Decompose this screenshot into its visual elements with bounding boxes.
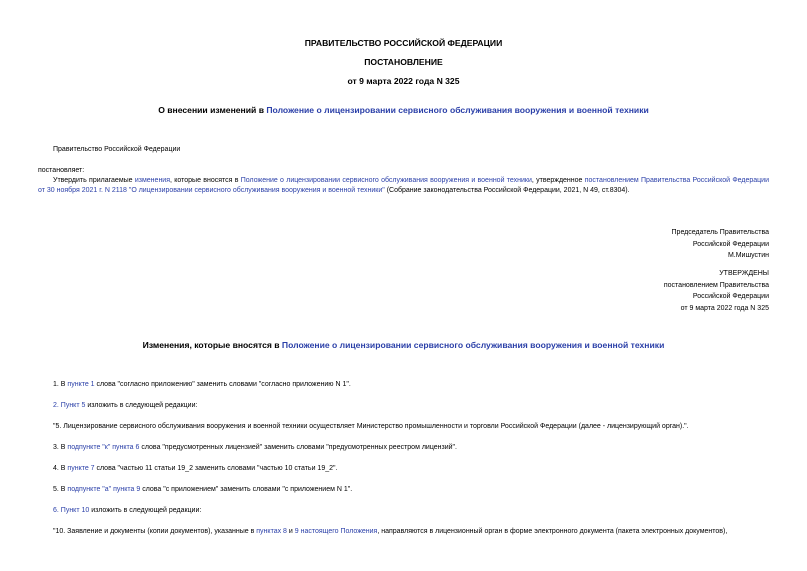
item-5-text-b: слова "с приложением" заменить словами "с приложением N 1". [140, 486, 353, 493]
item-1-text-a: 1. В [53, 381, 68, 388]
item-6-quote-text-c: , направляются в лицензионный орган в форме электронного документа (пакета электронных документов), [377, 528, 728, 535]
item-2-link[interactable]: 2. Пункт 5 [53, 402, 86, 409]
signature-line-3: М.Мишустин [727, 252, 769, 259]
item-5 [53, 485, 352, 495]
item-3 [53, 443, 457, 453]
para1-link-regulation[interactable]: Положение о лицензировании сервисного обслуживания вооружения и военной техники [240, 177, 532, 184]
paragraph-1 [38, 176, 769, 195]
item-1-link[interactable]: пункте 1 [67, 381, 95, 388]
item-1 [53, 380, 351, 390]
para1-link-decree[interactable]: постановлением Правительства Российской Федерации от 30 ноября 2021 г. N 2118 "О лицензировании сервисного обслуживания вооружения и военной техники" [38, 177, 769, 194]
changes-title [0, 340, 807, 350]
approved-line-1: УТВЕРЖДЕНЫ [719, 270, 769, 277]
changes-title-link[interactable]: Положение о лицензировании сервисного обслуживания вооружения и военной техники [281, 340, 665, 350]
item-3-text-a: 3. В [53, 444, 68, 451]
intro-decrees: постановляет: [38, 167, 85, 174]
approved-block [569, 268, 769, 314]
item-2-text-b: изложить в следующей редакции: [85, 402, 198, 409]
doc-title-link[interactable]: Положение о лицензировании сервисного обслуживания вооружения и военной техники [266, 105, 649, 115]
item-4-text-b: слова "частью 11 статьи 19_2 заменить словами "частью 10 статьи 19_2". [94, 465, 338, 472]
item-6-quote-link-2[interactable]: 9 настоящего Положения [294, 528, 378, 535]
item-2-quote: "5. Лицензирование сервисного обслуживания вооружения и военной техники осуществляет Министерство промышленности и торговли Российской Федерации (далее - лицензирующий орган).". [53, 423, 689, 430]
signature-line-2: Российской Федерации [692, 240, 769, 248]
item-4-text-a: 4. В [53, 465, 68, 472]
item-6-quote [53, 527, 769, 537]
item-6-quote-link-1[interactable]: пунктах 8 [256, 528, 287, 535]
item-3-text-b: слова "предусмотренных лицензией" заменить словами "предусмотренных реестром лицензий". [139, 444, 457, 451]
approved-line-3: Российской Федерации [692, 293, 769, 300]
header-date: от 9 марта 2022 года N 325 [347, 76, 460, 86]
approved-line-2: постановлением Правительства [663, 281, 769, 289]
changes-title-prefix: Изменения, которые вносятся в [142, 340, 282, 350]
para1-text-4: (Собрание законодательства Российской Федерации, 2021, N 49, ст.8304). [384, 186, 630, 194]
item-6-text-b: изложить в следующей редакции: [89, 507, 202, 514]
item-3-link[interactable]: подпункте "к" пункта 6 [67, 444, 140, 451]
item-4-link[interactable]: пункте 7 [67, 465, 95, 472]
header-doctype: ПОСТАНОВЛЕНИЕ [364, 57, 443, 67]
item-2 [53, 401, 197, 411]
para1-link-changes[interactable]: изменения [134, 177, 171, 184]
para1-text-3: , утвержденное [531, 177, 585, 184]
signature-block [569, 227, 769, 262]
header-org: ПРАВИТЕЛЬСТВО РОССИЙСКОЙ ФЕДЕРАЦИИ [304, 38, 503, 48]
item-5-link[interactable]: подпункте "а" пункта 9 [67, 486, 141, 493]
item-6-quote-text-a: "10. Заявление и документы (копии документов), указанные в [53, 528, 257, 535]
doc-title [0, 105, 807, 115]
item-4 [53, 464, 337, 474]
approved-line-4: от 9 марта 2022 года N 325 [680, 304, 769, 312]
intro-government: Правительство Российской Федерации [53, 146, 181, 153]
item-6-link[interactable]: 6. Пункт 10 [53, 507, 90, 514]
item-5-text-a: 5. В [53, 486, 68, 493]
para1-text-1: Утвердить прилагаемые [53, 177, 135, 184]
item-1-text-b: слова "согласно приложению" заменить словами "согласно приложению N 1". [94, 381, 351, 388]
item-6 [53, 506, 201, 516]
signature-line-1: Председатель Правительства [671, 229, 769, 236]
para1-text-2: , которые вносятся в [170, 177, 241, 184]
doc-title-prefix: О внесении изменений в [158, 105, 267, 115]
item-6-quote-text-b: и [286, 528, 295, 535]
